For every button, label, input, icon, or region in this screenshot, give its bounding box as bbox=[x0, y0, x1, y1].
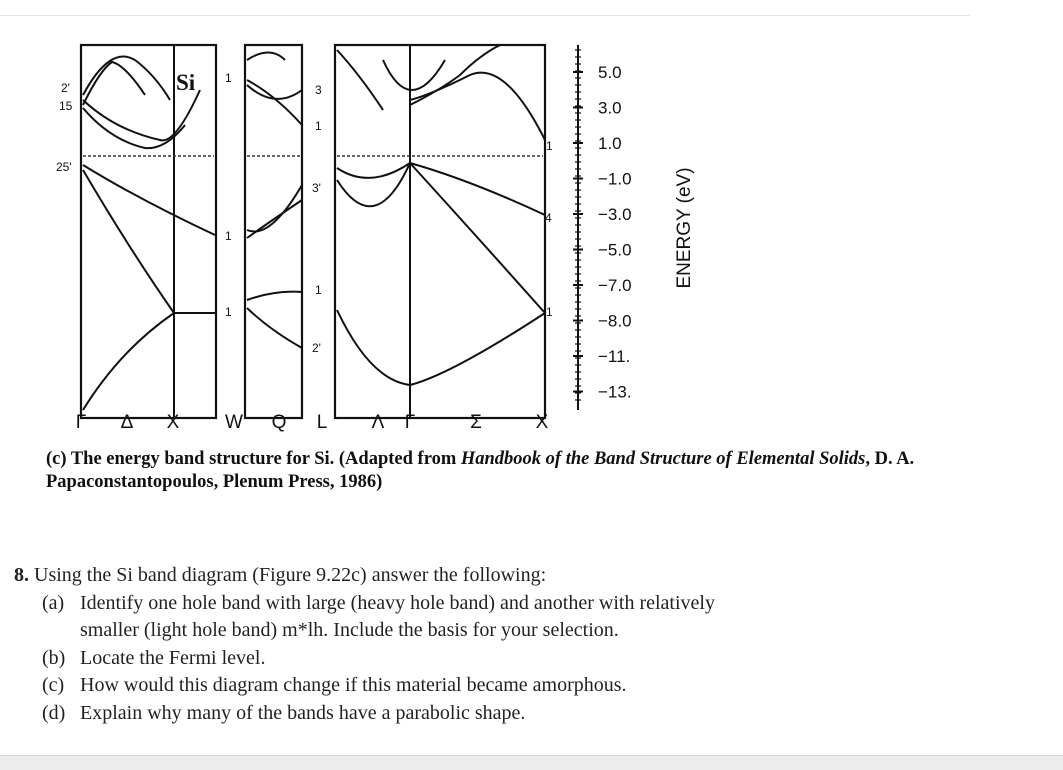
caption-tail: , D. A. Papaconstantopoulos, Plenum Press, 1986) bbox=[46, 449, 915, 492]
caption-lead: (c) The energy band structure for Si. (Adapted from bbox=[46, 449, 461, 469]
question-8 bbox=[14, 562, 914, 727]
bands-l-gamma-x bbox=[337, 45, 545, 385]
part-b-label: (b) bbox=[42, 646, 66, 669]
part-c-text: How would this diagram change if this material became amorphous. bbox=[80, 674, 627, 696]
energy-tick-label: −5.0 bbox=[598, 240, 632, 260]
label-w-low: 1 bbox=[225, 305, 232, 319]
kpoint-x-2: X bbox=[535, 412, 549, 433]
part-c-label: (c) bbox=[42, 674, 65, 696]
kpoint-q: Q bbox=[271, 412, 287, 433]
energy-tick-label: −7.0 bbox=[598, 276, 632, 295]
energy-tick-label: 3.0 bbox=[598, 98, 622, 118]
bottom-scroll-bar bbox=[0, 755, 1063, 770]
part-a-text: Identify one hole band with large (heavy hole band) and another with relatively bbox=[80, 591, 715, 614]
question-number: 8. bbox=[14, 564, 29, 586]
kpoint-l: L bbox=[316, 412, 328, 433]
energy-tick-label: 5.0 bbox=[598, 63, 622, 82]
part-d-label: (d) bbox=[42, 701, 66, 724]
caption-source-title: Handbook of the Band Structure of Elemental Solids bbox=[460, 449, 866, 469]
label-w-top: 1 bbox=[225, 71, 232, 85]
figure-caption bbox=[46, 448, 946, 494]
label-x-4: 4 bbox=[545, 211, 552, 225]
label-l-3p: 3' bbox=[312, 181, 321, 195]
material-label: Si bbox=[176, 70, 196, 95]
bands-w-l bbox=[247, 53, 302, 349]
energy-axis-label: ENERGY (eV) bbox=[674, 167, 695, 289]
label-l-1: 1 bbox=[315, 119, 322, 133]
kpoint-gamma-2: Γ bbox=[404, 412, 416, 433]
part-b-text: Locate the Fermi level. bbox=[80, 646, 266, 669]
energy-tick-label: −13. bbox=[598, 382, 632, 402]
label-w-mid: 1 bbox=[225, 229, 232, 243]
kpoint-x: X bbox=[166, 412, 180, 433]
kpoint-gamma: Γ bbox=[75, 412, 87, 433]
panel-l-gamma-x bbox=[335, 45, 545, 418]
label-gamma-15: 15 bbox=[59, 99, 73, 113]
label-l-1b: 1 bbox=[315, 283, 322, 297]
label-gamma-2p: 2' bbox=[61, 81, 70, 95]
label-l-3: 3 bbox=[315, 83, 322, 97]
part-a-label: (a) bbox=[42, 591, 65, 614]
part-d-text: Explain why many of the bands have a parabolic shape. bbox=[80, 701, 526, 724]
kpoint-lambda: Λ bbox=[371, 412, 385, 433]
energy-tick-label: −8.0 bbox=[598, 311, 632, 331]
label-gamma-25p: 25' bbox=[56, 160, 72, 174]
label-l-2p: 2' bbox=[312, 341, 321, 355]
kpoint-delta: Δ bbox=[120, 412, 134, 433]
energy-tick-label: −11. bbox=[598, 347, 631, 366]
label-x-1-top: 1 bbox=[546, 139, 553, 153]
kpoint-sigma: Σ bbox=[470, 412, 482, 433]
energy-tick-label: 1.0 bbox=[598, 134, 622, 153]
energy-tick-label: −1.0 bbox=[598, 169, 632, 189]
part-a-continuation: smaller (light hole band) m*lh. Include the basis for your selection. bbox=[80, 619, 619, 641]
bands-gamma-x bbox=[83, 57, 216, 410]
kpoint-w: W bbox=[225, 412, 243, 433]
question-prompt: Using the Si band diagram (Figure 9.22c) answer the following: bbox=[34, 564, 547, 586]
label-x-1-low: 1 bbox=[546, 305, 553, 319]
energy-tick-label: −3.0 bbox=[598, 205, 632, 224]
